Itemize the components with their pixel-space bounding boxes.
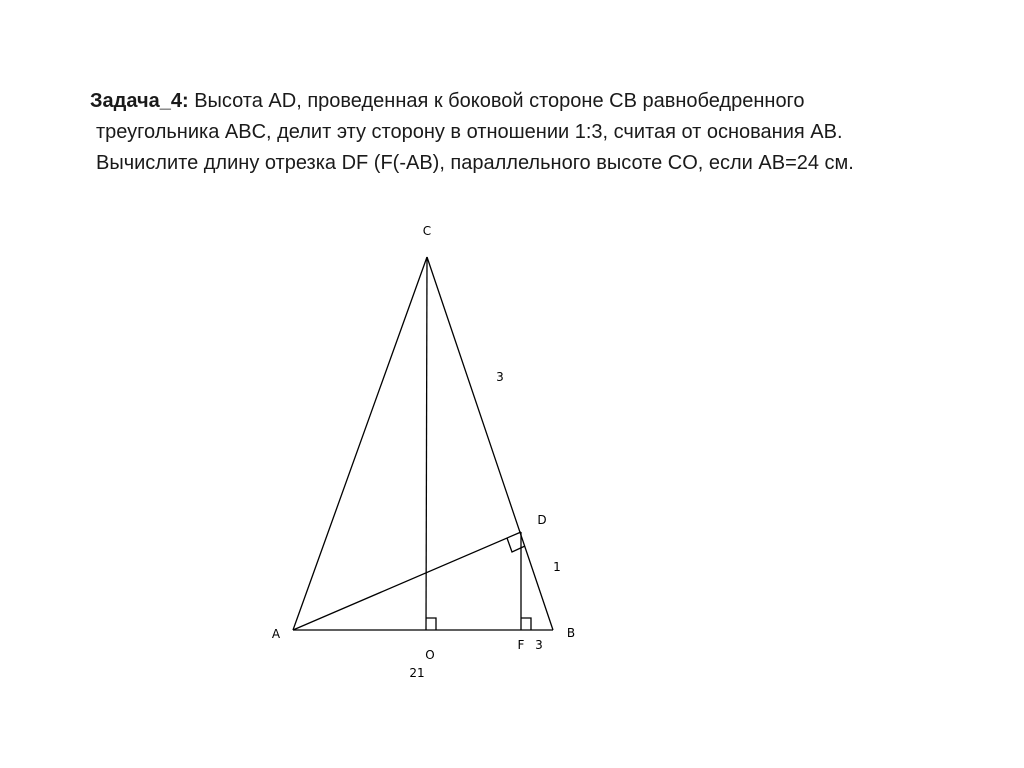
problem-text-1: Высота AD, проведенная к боковой стороне CB равнобедренного [194, 90, 805, 112]
label-b: B [566, 626, 576, 640]
label-f: F [517, 638, 525, 652]
right-angle-mark-f [521, 618, 531, 630]
label-d: D [537, 513, 547, 527]
label-ratio-cd: 3 [496, 370, 504, 384]
label-length-fb: 3 [535, 638, 543, 652]
label-ratio-db: 1 [553, 560, 561, 574]
altitude-ad [293, 532, 521, 630]
problem-line-3: Вычислите длину отрезка DF (F(-AB), параллельного высоте CO, если AB=24 см. [96, 152, 854, 174]
altitude-co [426, 257, 427, 630]
side-cb [427, 257, 553, 630]
problem-title: Задача_4: [90, 90, 189, 112]
label-a: A [271, 627, 281, 641]
label-o: O [425, 648, 435, 662]
right-angle-mark-o [426, 618, 436, 630]
side-ac [293, 257, 427, 630]
label-length-af: 21 [409, 666, 425, 680]
label-c: C [422, 224, 432, 238]
problem-line-2: треугольника ABC, делит эту сторону в отношении 1:3, считая от основания AB. [96, 121, 843, 143]
